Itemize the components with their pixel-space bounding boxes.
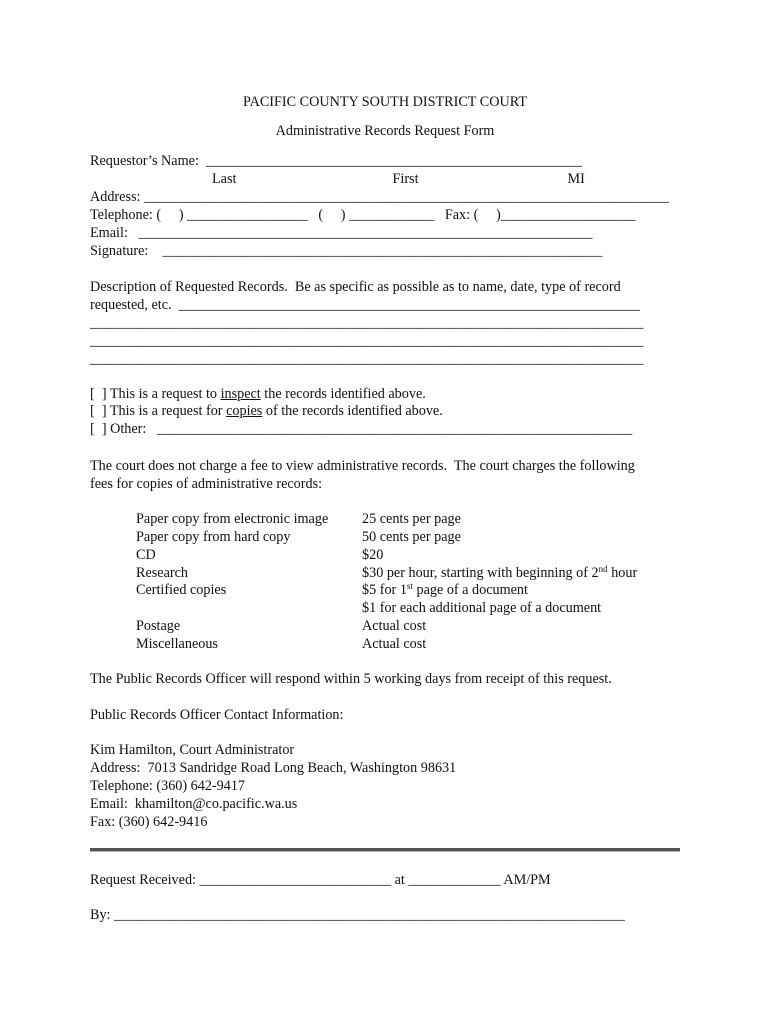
fee-item: Research [136,565,188,581]
contact-telephone: Telephone: (360) 642-9417 [90,778,246,794]
telephone-field[interactable]: Telephone: ( ) _________________ ( ) ____________ Fax: ( )___________________ [90,207,636,223]
fee-item: Paper copy from electronic image [136,511,329,527]
inspect-word: inspect [220,386,261,402]
form-title: Administrative Records Request Form [275,123,495,139]
other-option[interactable]: [ ] Other: ___________________________________________________________________ [90,421,633,437]
signature-field[interactable]: Signature: ______________________________________________________________ [90,243,603,259]
fee-item: Paper copy from hard copy [136,529,291,545]
fee-item: Postage [136,618,181,634]
fees-intro-line-1: The court does not charge a fee to view administrative records. The court charges the following [90,458,635,474]
copies-word: copies [226,403,263,419]
fee-cost: Actual cost [362,636,427,652]
description-blank-line[interactable]: ______________________________________________________________________________ [90,315,644,331]
contact-heading: Public Records Officer Contact Information: [90,707,344,723]
contact-email: Email: khamilton@co.pacific.wa.us [90,796,298,812]
section-divider [90,848,680,852]
description-blank-line[interactable]: ______________________________________________________________________________ [90,333,644,349]
contact-name: Kim Hamilton, Court Administrator [90,742,295,758]
fee-item: CD [136,547,156,563]
name-sublabels: Last First MI [212,171,585,187]
fee-cost: Actual cost [362,618,427,634]
fee-cost-part: hour [607,565,638,581]
fee-cost: $1 for each additional page of a document [362,600,602,616]
fees-intro-line-2: fees for copies of administrative records: [90,476,323,492]
contact-address: Address: 7013 Sandridge Road Long Beach, Washington 98631 [90,760,457,776]
fee-item: Certified copies [136,582,227,598]
request-received-field[interactable]: Request Received: ___________________________ at _____________ AM/PM [90,872,551,888]
fee-cost-part: $30 per hour, starting with beginning of 2 [362,565,599,581]
copies-suffix: of the records identified above. [262,403,443,419]
court-name: PACIFIC COUNTY SOUTH DISTRICT COURT [243,94,527,110]
fee-cost-part: $5 for 1 [362,582,407,598]
address-field[interactable]: Address: __________________________________________________________________________ [90,189,669,205]
received-by-field[interactable]: By: ________________________________________________________________________ [90,907,625,923]
description-field[interactable]: requested, etc. _________________________________________________________________ [90,297,640,313]
inspect-checkbox-text: [ ] This is a request to [90,386,221,402]
description-blank-line[interactable]: ______________________________________________________________________________ [90,351,644,367]
fee-cost [362,582,528,599]
fee-cost [362,565,637,582]
fee-item: Miscellaneous [136,636,218,652]
email-field[interactable]: Email: ________________________________________________________________ [90,225,593,241]
fee-cost: 50 cents per page [362,529,461,545]
description-label: Description of Requested Records. Be as specific as possible as to name, date, type of record [90,279,621,295]
contact-fax: Fax: (360) 642-9416 [90,814,208,830]
response-note: The Public Records Officer will respond within 5 working days from receipt of this request. [90,671,612,687]
ordinal-suffix: nd [598,564,608,574]
fee-cost: $20 [362,547,384,563]
inspect-option[interactable] [90,386,426,403]
copies-option[interactable] [90,403,443,420]
copies-checkbox-text: [ ] This is a request for [90,403,227,419]
fee-cost-part: page of a document [412,582,528,598]
ordinal-suffix: st [406,581,413,591]
requestor-name-field[interactable]: Requestor’s Name: _____________________________________________________ [90,153,582,169]
fee-cost: 25 cents per page [362,511,461,527]
inspect-suffix: the records identified above. [260,386,426,402]
